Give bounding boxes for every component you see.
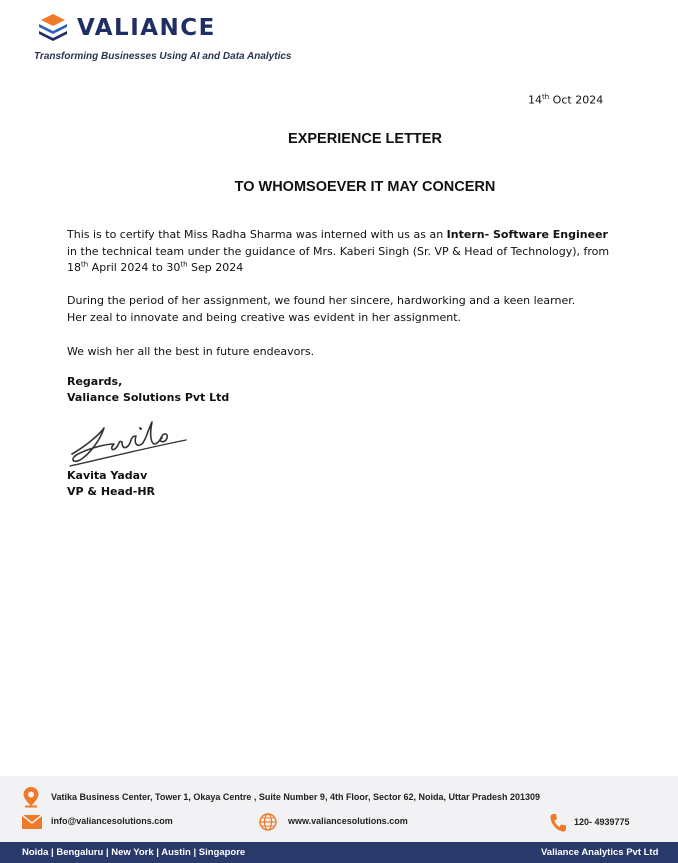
city-bengaluru: Bengaluru [56,847,104,858]
city-austin: Austin [161,847,191,858]
layered-diamond-icon [36,12,70,42]
assessment-line-1: During the period of her assignment, we found her sincere, hardworking and a keen learner. [67,294,576,307]
signatory-title: VP & Head-HR [67,485,156,498]
footer-website[interactable]: www.valiancesolutions.com [288,816,408,826]
location-pin-icon [22,786,40,808]
wishes-paragraph: We wish her all the best in future endeavors. [67,345,315,358]
phone-icon [549,813,567,833]
company-name: Valiance Solutions Pvt Ltd [67,391,230,404]
email-icon [21,814,43,830]
office-cities: Noida | Bengaluru | New York | Austin | Singapore [22,847,246,858]
assessment-paragraph [67,293,612,326]
letter-title: EXPERIENCE LETTER [288,131,442,147]
letter-subtitle: TO WHOMSOEVER IT MAY CONCERN [234,179,496,195]
city-new-york: New York [111,847,154,858]
certification-paragraph: This is to certify that Miss Radha Sharma was interned with us as an Intern- Software Engineer in the technical team under the guidance of Mrs. Kaberi Singh (Sr. VP & Head of Technology), from 18th April 2024 to 30th Sep 2024 [67,228,610,274]
footer-phone[interactable]: 120- 4939775 [574,817,630,827]
tagline: Transforming Businesses Using AI and Data Analytics [34,51,292,62]
legal-company-name: Valiance Analytics Pvt Ltd [541,847,659,858]
assessment-line-2: Her zeal to innovate and being creative was evident in her assignment. [67,310,462,324]
brand-name: VALIANCE [77,15,216,41]
city-noida: Noida [22,847,49,858]
footer-email[interactable]: info@valiancesolutions.com [51,816,173,826]
signatory-name: Kavita Yadav [67,469,148,482]
city-singapore: Singapore [198,847,246,858]
regards-text: Regards, [67,375,123,388]
signature-image [66,410,188,470]
footer-address: Vatika Business Center, Tower 1, Okaya Centre , Suite Number 9, 4th Floor, Sector 62, Noida, Uttar Pradesh 201309 [51,792,541,802]
footer-contact-band [0,776,678,842]
globe-icon [258,812,278,832]
letter-date: 14th Oct 2024 [528,93,604,107]
